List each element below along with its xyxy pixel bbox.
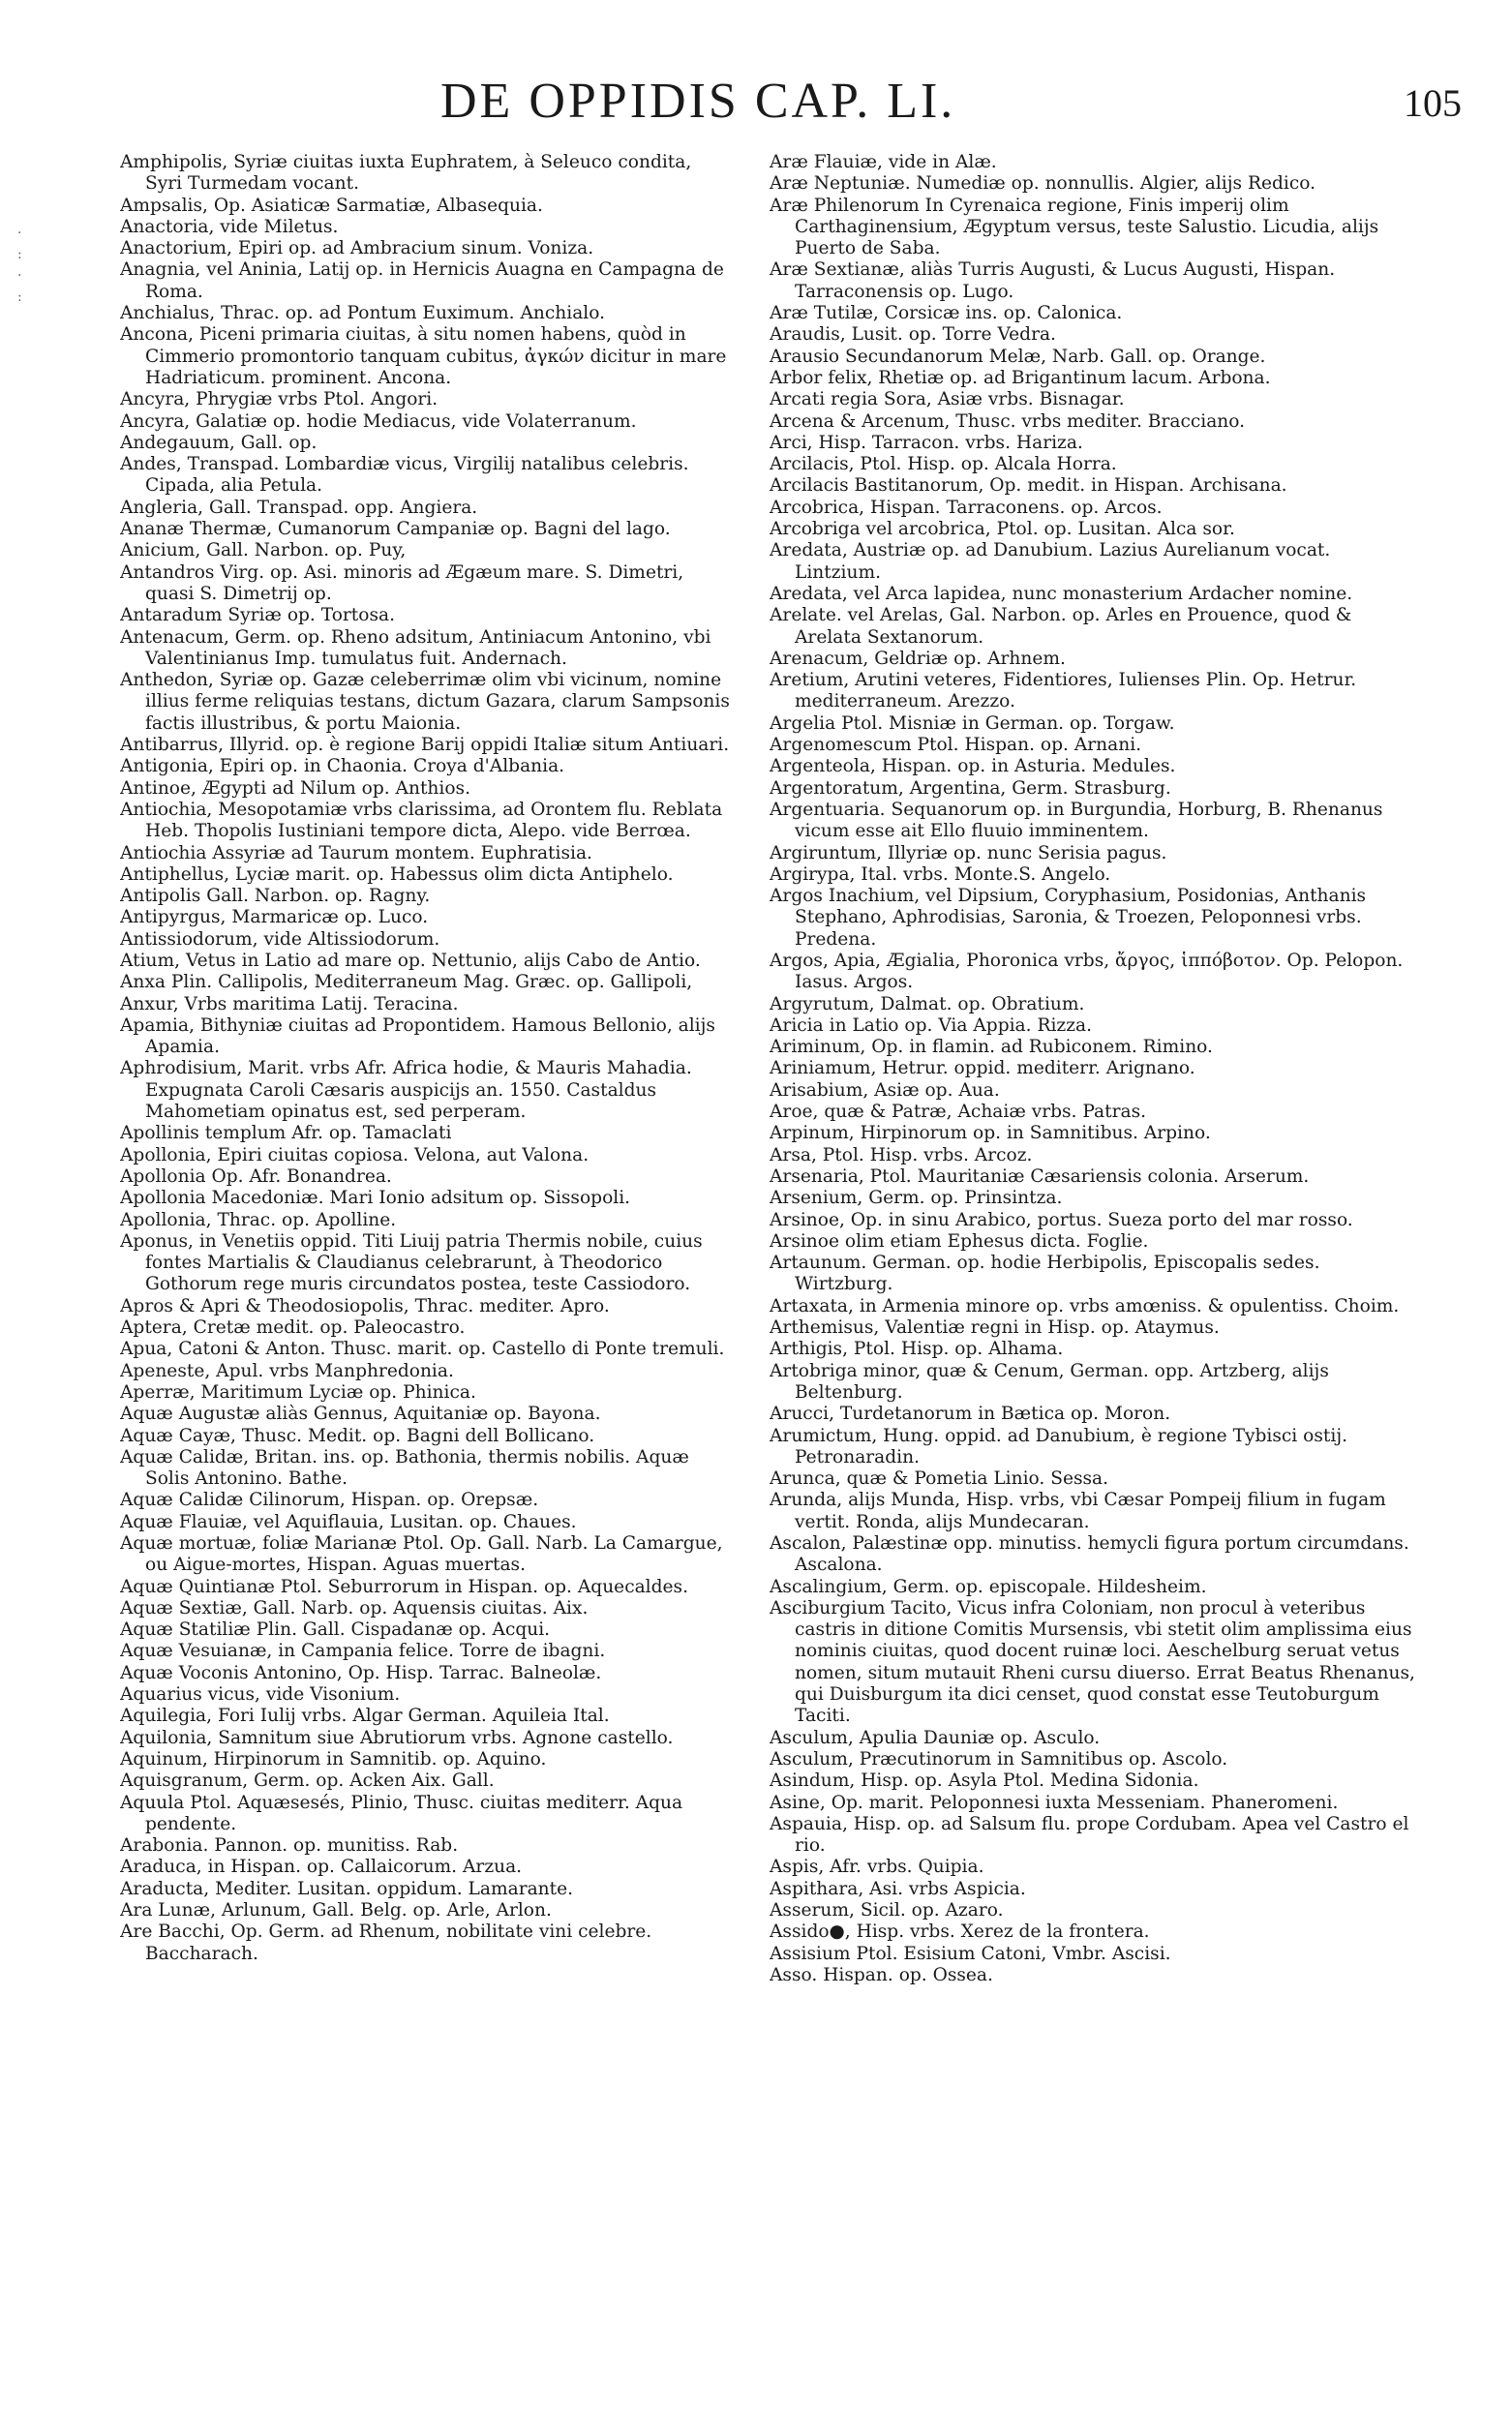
index-entry: Apua, Catoni & Anton. Thusc. marit. op. Castello di Ponte tremuli. <box>120 1339 725 1360</box>
index-entry: Anactoria, vide Miletus. <box>120 216 339 237</box>
index-entry: Antiochia Assyriæ ad Taurum montem. Euphratisia. <box>120 842 592 863</box>
index-entry: Ariminum, Op. in flamin. ad Rubiconem. Rimino. <box>770 1037 1213 1058</box>
index-entry: Argiruntum, Illyriæ op. nunc Serisia pagus. <box>770 842 1167 863</box>
index-entry: Argyrutum, Dalmat. op. Obratium. <box>770 993 1085 1014</box>
index-entry: Aquula Ptol. Aquæsesés, Plinio, Thusc. ciuitas mediterr. Aqua pendente. <box>120 1792 683 1834</box>
left-column <box>120 152 730 1965</box>
index-entry: Arbor felix, Rhetiæ op. ad Brigantinum lacum. Arbona. <box>770 367 1271 388</box>
index-entry: Argenomescum Ptol. Hispan. op. Arnani. <box>770 735 1142 756</box>
index-entry: Aquilonia, Samnitum siue Abrutiorum vrbs. Agnone castello. <box>120 1727 674 1748</box>
index-entry: Apollinis templum Afr. op. Tamaclati <box>120 1123 452 1144</box>
index-entry: Arsinoe, Op. in sinu Arabico, portus. Sueza porto del mar rosso. <box>770 1209 1353 1230</box>
index-entry: Ariniamum, Hetrur. oppid. mediterr. Arignano. <box>770 1058 1195 1079</box>
index-entry: Aperræ, Maritimum Lyciæ op. Phinica. <box>120 1381 476 1403</box>
index-entry: Aquæ Quintianæ Ptol. Seburrorum in Hispan. op. Aquecaldes. <box>120 1576 688 1597</box>
index-entry: Asine, Op. marit. Peloponnesi iuxta Messeniam. Phaneromeni. <box>770 1792 1339 1813</box>
index-entry: Aspauia, Hisp. op. ad Salsum flu. prope Cordubam. Apea vel Castro el rio. <box>770 1813 1409 1857</box>
index-entry: Aræ Tutilæ, Corsicæ ins. op. Calonica. <box>770 303 1123 324</box>
index-entry: Antipolis Gall. Narbon. op. Ragny. <box>120 886 431 907</box>
index-entry: Argentoratum, Argentina, Germ. Strasburg. <box>770 777 1171 799</box>
index-entry: Ancyra, Phrygiæ vrbs Ptol. Angori. <box>120 389 438 410</box>
index-entry: Asindum, Hisp. op. Asyla Ptol. Medina Sidonia. <box>770 1770 1199 1792</box>
index-entry: Anactorium, Epiri op. ad Ambracium sinum. Voniza. <box>120 238 594 259</box>
index-entry: Arunda, alijs Munda, Hisp. vrbs, vbi Cæsar Pompeij filium in fugam vertit. Ronda, alijs Mundecaran. <box>770 1490 1386 1532</box>
index-entry: Aræ Neptuniæ. Numediæ op. nonnullis. Algier, alijs Redico. <box>770 173 1316 195</box>
index-entry: Aredata, vel Arca lapidea, nunc monasterium Ardacher nomine. <box>770 583 1353 604</box>
index-entry: Aquæ Statiliæ Plin. Gall. Cispadanæ op. Acqui. <box>120 1619 551 1641</box>
index-entry: Aquæ Calidæ Cilinorum, Hispan. op. Orepsæ. <box>120 1490 539 1511</box>
index-entry: Amphipolis, Syriæ ciuitas iuxta Euphratem, à Seleuco condita, Syri Turmedam vocant. <box>120 152 692 195</box>
index-entry: Aquæ mortuæ, foliæ Marianæ Ptol. Op. Gall. Narb. La Camargue, ou Aigue-mortes, Hispan. Aguas muertas. <box>120 1533 723 1576</box>
index-entry: Aponus, in Venetiis oppid. Titi Liuij patria Thermis nobile, cuius fontes Martialis & Claudianus celebrarunt, à Theodorico Gothorum rege muris circundatos postea, teste Cassiodoro. <box>120 1230 703 1295</box>
index-entry: Aphrodisium, Marit. vrbs Afr. Africa hodie, & Mauris Mahadia. Expugnata Caroli Cæsaris auspicijs an. 1550. Castaldus Mahometiam opinatus est, sed perperam. <box>120 1058 692 1123</box>
index-entry: Ara Lunæ, Arlunum, Gall. Belg. op. Arle, Arlon. <box>120 1900 552 1921</box>
index-entry: Artaunum. German. op. hodie Herbipolis, Episcopalis sedes. Wirtzburg. <box>770 1253 1320 1295</box>
index-entry: Assido●, Hisp. vrbs. Xerez de la frontera. <box>770 1921 1150 1943</box>
index-entry: Arisabium, Asiæ op. Aua. <box>770 1079 1000 1101</box>
index-entry: Apollonia Op. Afr. Bonandrea. <box>120 1165 392 1187</box>
index-entry: Aspithara, Asi. vrbs Aspicia. <box>770 1878 1026 1899</box>
index-entry: Antiochia, Mesopotamiæ vrbs clarissima, ad Orontem flu. Reblata Heb. Thopolis Iustiniani tempore dicta, Alepo. vide Berrœa. <box>120 799 723 842</box>
index-entry: Argentuaria. Sequanorum op. in Burgundia, Horburg, B. Rhenanus vicum esse ait Ello fluuio imminentem. <box>770 799 1383 842</box>
index-entry: Araducta, Mediter. Lusitan. oppidum. Lamarante. <box>120 1878 574 1899</box>
index-entry: Araudis, Lusit. op. Torre Vedra. <box>770 324 1056 346</box>
index-entry: Aspis, Afr. vrbs. Quipia. <box>770 1857 984 1878</box>
index-entry: Arthemisus, Valentiæ regni in Hisp. op. Ataymus. <box>770 1317 1220 1339</box>
index-entry: Aræ Sextianæ, aliàs Turris Augusti, & Lucus Augusti, Hispan. Tarraconensis op. Lugo. <box>770 259 1336 302</box>
index-entry: Assisium Ptol. Esisium Catoni, Vmbr. Ascisi. <box>770 1943 1171 1964</box>
page-number: 105 <box>1404 81 1462 125</box>
index-entry: Argos Inachium, vel Dipsium, Coryphasium, Posidonias, Anthanis Stephano, Aphrodisias, Saronia, & Troezen, Peloponnesi vrbs. Predena. <box>770 886 1367 950</box>
index-entry: Aptera, Cretæ medit. op. Paleocastro. <box>120 1317 466 1339</box>
index-entry: Aquæ Calidæ, Britan. ins. op. Bathonia, thermis nobilis. Aquæ Solis Antonino. Bathe. <box>120 1446 689 1490</box>
index-entry: Arsenaria, Ptol. Mauritaniæ Cæsariensis colonia. Arserum. <box>770 1165 1310 1187</box>
index-entry: Anicium, Gall. Narbon. op. Puy, <box>120 540 407 561</box>
index-entry: Aquæ Cayæ, Thusc. Medit. op. Bagni dell Bollicano. <box>120 1425 595 1446</box>
index-entry: Antipyrgus, Marmaricæ op. Luco. <box>120 907 429 928</box>
index-entry: Arsenium, Germ. op. Prinsintza. <box>770 1188 1063 1209</box>
index-entry: Asculum, Præcutinorum in Samnitibus op. Ascolo. <box>770 1748 1228 1770</box>
running-title: DE OPPIDIS CAP. LI. <box>440 74 956 129</box>
index-entry: Aquæ Sextiæ, Gall. Narb. op. Aquensis ciuitas. Aix. <box>120 1597 589 1618</box>
index-entry: Aquisgranum, Germ. op. Acken Aix. Gall. <box>120 1770 495 1792</box>
index-entry: Aquilegia, Fori Iulij vrbs. Algar German. Aquileia Ital. <box>120 1706 610 1727</box>
index-entry: Anxur, Vrbs maritima Latij. Teracina. <box>120 993 459 1014</box>
index-entry: Ananæ Thermæ, Cumanorum Campaniæ op. Bagni del lago. <box>120 519 671 540</box>
index-entry: Apros & Apri & Theodosiopolis, Thrac. mediter. Apro. <box>120 1295 610 1316</box>
index-entry: Antigonia, Epiri op. in Chaonia. Croya d'Albania. <box>120 756 565 777</box>
index-entry: Arsa, Ptol. Hisp. vrbs. Arcoz. <box>770 1144 1033 1165</box>
index-entry: Aquæ Flauiæ, vel Aquiflauia, Lusitan. op. Chaues. <box>120 1511 577 1532</box>
margin-marks: · : · : <box>17 226 22 305</box>
index-entry: Antinoe, Ægypti ad Nilum op. Anthios. <box>120 777 471 799</box>
index-entry: Ampsalis, Op. Asiaticæ Sarmatiæ, Albasequia. <box>120 195 543 216</box>
index-entry: Anxa Plin. Callipolis, Mediterraneum Mag. Græc. op. Gallipoli, <box>120 972 693 993</box>
index-entry: Anagnia, vel Aninia, Latij op. in Hernicis Auagna en Campagna de Roma. <box>120 259 724 302</box>
index-entry: Are Bacchi, Op. Germ. ad Rhenum, nobilitate vini celebre. Baccharach. <box>120 1921 652 1964</box>
index-entry: Arelate. vel Arelas, Gal. Narbon. op. Arles en Prouence, quod & Arelata Sextanorum. <box>770 605 1352 648</box>
index-entry: Antenacum, Germ. op. Rheno adsitum, Antiniacum Antonino, vbi Valentinianus Imp. tumulatus fuit. Andernach. <box>120 626 711 669</box>
right-column <box>770 152 1416 1986</box>
index-entry: Aquæ Vesuianæ, in Campania felice. Torre de ibagni. <box>120 1641 606 1662</box>
index-entry: Arausio Secundanorum Melæ, Narb. Gall. op. Orange. <box>770 346 1266 367</box>
index-entry: Anchialus, Thrac. op. ad Pontum Euximum. Anchialo. <box>120 303 606 324</box>
index-entry: Argenteola, Hispan. op. in Asturia. Medules. <box>770 756 1176 777</box>
index-entry: Atium, Vetus in Latio ad mare op. Nettunio, alijs Cabo de Antio. <box>120 950 701 971</box>
index-entry: Aricia in Latio op. Via Appia. Rizza. <box>770 1014 1092 1036</box>
index-entry: Aroe, quæ & Patræ, Achaiæ vrbs. Patras. <box>770 1102 1147 1123</box>
index-entry: Arsinoe olim etiam Ephesus dicta. Foglie. <box>770 1230 1149 1252</box>
index-entry: Argos, Apia, Ægialia, Phoronica vrbs, ἄργος, ἱππόβοτον. Op. Pelopon. Iasus. Argos. <box>770 950 1404 993</box>
index-entry: Arcilacis, Ptol. Hisp. op. Alcala Horra. <box>770 454 1117 475</box>
index-entry: Ancona, Piceni primaria ciuitas, à situ nomen habens, quòd in Cimmerio promontorio tanquam cubitus, ἀγκών dicitur in mare Hadriaticum. prominent. Ancona. <box>120 324 727 388</box>
index-entry: Aquarius vicus, vide Visonium. <box>120 1684 401 1706</box>
index-entry: Andegauum, Gall. op. <box>120 432 318 453</box>
index-entry: Andes, Transpad. Lombardiæ vicus, Virgilij natalibus celebris. Cipada, alia Petula. <box>120 454 689 497</box>
index-entry: Antandros Virg. op. Asi. minoris ad Ægæum mare. S. Dimetri, quasi S. Dimetrij op. <box>120 561 684 604</box>
index-entry: Artaxata, in Armenia minore op. vrbs amœniss. & opulentiss. Choim. <box>770 1295 1400 1316</box>
index-entry: Araduca, in Hispan. op. Callaicorum. Arzua. <box>120 1857 523 1878</box>
index-entry: Arcati regia Sora, Asiæ vrbs. Bisnagar. <box>770 389 1125 410</box>
index-entry: Arunca, quæ & Pometia Linio. Sessa. <box>770 1468 1109 1490</box>
index-entry: Argelia Ptol. Misniæ in German. op. Torgaw. <box>770 712 1175 734</box>
index-entry: Arcilacis Bastitanorum, Op. medit. in Hispan. Archisana. <box>770 475 1287 497</box>
index-entry: Arabonia. Pannon. op. munitiss. Rab. <box>120 1835 459 1857</box>
page-header <box>0 73 1512 150</box>
index-entry: Arthigis, Ptol. Hisp. op. Alhama. <box>770 1339 1064 1360</box>
index-entry: Arci, Hisp. Tarracon. vrbs. Hariza. <box>770 432 1083 453</box>
index-entry: Arcobrica, Hispan. Tarraconens. op. Arcos. <box>770 497 1163 518</box>
index-entry: Arucci, Turdetanorum in Bætica op. Moron. <box>770 1404 1171 1425</box>
index-entry: Arcobriga vel arcobrica, Ptol. op. Lusitan. Alca sor. <box>770 519 1235 540</box>
index-entry: Aredata, Austriæ op. ad Danubium. Lazius Aurelianum vocat. Lintzium. <box>770 540 1331 583</box>
index-entry: Ascalon, Palæstinæ opp. minutiss. hemycli figura portum circumdans. Ascalona. <box>770 1533 1409 1576</box>
index-entry: Apollonia Macedoniæ. Mari Ionio adsitum op. Sissopoli. <box>120 1188 631 1209</box>
index-entry: Artobriga minor, quæ & Cenum, German. opp. Artzberg, alijs Beltenburg. <box>770 1360 1329 1403</box>
index-entry: Arenacum, Geldriæ op. Arhnem. <box>770 648 1066 669</box>
index-entry: Apollonia, Thrac. op. Apolline. <box>120 1209 397 1230</box>
index-entry: Asciburgium Tacito, Vicus infra Coloniam, non procul à veteribus castris in ditione Comitis Mursensis, vbi stetit olim amplissima eius nominis ciuitas, quod docent ruinæ loci. Aeschelburg seruat vetus nomen, situm mutauit Rheni cursu diuerso. Errat Beatus Rhenanus, qui Duisburgum ita dici censet, quod constat esse Teutoburgum Taciti. <box>770 1597 1415 1727</box>
index-entry: Asserum, Sicil. op. Azaro. <box>770 1900 1004 1921</box>
index-entry: Anthedon, Syriæ op. Gazæ celeberrimæ olim vbi vicinum, nomine illius ferme reliquias testans, dictum Gazara, clarum Sampsonis factis illustribus, & portu Maionia. <box>120 670 730 734</box>
index-entry: Arcena & Arcenum, Thusc. vrbs mediter. Bracciano. <box>770 410 1246 432</box>
index-entry: Asso. Hispan. op. Ossea. <box>770 1964 993 1985</box>
index-entry: Arpinum, Hirpinorum op. in Samnitibus. Arpino. <box>770 1123 1211 1144</box>
index-entry: Apollonia, Epiri ciuitas copiosa. Velona, aut Valona. <box>120 1144 590 1165</box>
index-entry: Antiphellus, Lyciæ marit. op. Habessus olim dicta Antiphelo. <box>120 863 674 885</box>
index-entry: Aretium, Arutini veteres, Fidentiores, Iulienses Plin. Op. Hetrur. mediterraneum. Arezzo. <box>770 670 1357 712</box>
index-entry: Asculum, Apulia Dauniæ op. Asculo. <box>770 1727 1101 1748</box>
index-entry: Aquæ Augustæ aliàs Gennus, Aquitaniæ op. Bayona. <box>120 1404 601 1425</box>
index-entry: Aræ Flauiæ, vide in Alæ. <box>770 152 997 172</box>
index-entry: Aræ Philenorum In Cyrenaica regione, Finis imperij olim Carthaginensium, Ægyptum versus, teste Salustio. Licudia, alijs Puerto de Saba. <box>770 195 1379 259</box>
index-entry: Ancyra, Galatiæ op. hodie Mediacus, vide Volaterranum. <box>120 410 637 432</box>
index-entry: Antaradum Syriæ op. Tortosa. <box>120 605 395 626</box>
index-entry: Aquinum, Hirpinorum in Samnitib. op. Aquino. <box>120 1748 547 1770</box>
index-entry: Apamia, Bithyniæ ciuitas ad Propontidem. Hamous Bellonio, alijs Apamia. <box>120 1014 715 1058</box>
index-entry: Angleria, Gall. Transpad. opp. Angiera. <box>120 497 478 518</box>
index-entry: Ascalingium, Germ. op. episcopale. Hildesheim. <box>770 1576 1207 1597</box>
index-entry: Argirypa, Ital. vrbs. Monte.S. Angelo. <box>770 863 1111 885</box>
index-entry: Apeneste, Apul. vrbs Manphredonia. <box>120 1360 454 1381</box>
index-entry: Antibarrus, Illyrid. op. è regione Barij oppidi Italiæ situm Antiuari. <box>120 735 730 756</box>
index-entry: Aquæ Voconis Antonino, Op. Hisp. Tarrac. Balneolæ. <box>120 1662 602 1683</box>
index-entry: Arumictum, Hung. oppid. ad Danubium, è regione Tybisci ostij. Petronaradin. <box>770 1425 1347 1467</box>
index-entry: Antissiodorum, vide Altissiodorum. <box>120 928 440 950</box>
